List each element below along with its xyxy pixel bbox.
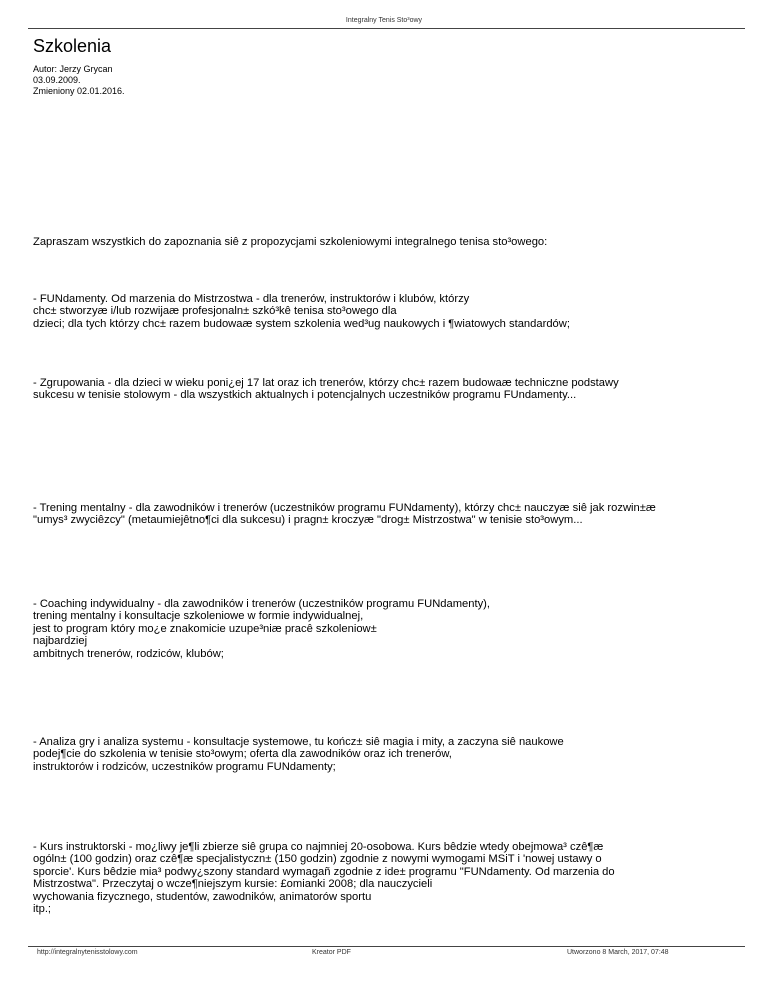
- paragraph-line: sporcie'. Kurs bêdzie mia³ podwy¿szony standard wymagañ zgodnie z ide± programu "FUNdamenty. Od marzenia do: [33, 865, 615, 878]
- paragraph-zgrupowania: [33, 377, 619, 402]
- paragraph-line: - Zgrupowania - dla dzieci w wieku poni¿ej 17 lat oraz ich trenerów, którzy chc± razem budowaæ techniczne podstawy: [33, 377, 619, 389]
- footer-rule: [28, 946, 745, 947]
- paragraph-line: - FUNdamenty. Od marzenia do Mistrzostwa - dla trenerów, instruktorów i klubów, którzy: [33, 293, 470, 305]
- footer-url: http://integralnytenisstolowy.com: [37, 949, 138, 956]
- paragraph-coaching: [33, 598, 490, 660]
- footer-created-date: Utworzono 8 March, 2017, 07:48: [567, 949, 669, 956]
- paragraph-line: - Kurs instruktorski - mo¿liwy je¶li zbierze siê grupa co najmniej 20-osobowa. Kurs bêdzie wtedy obejmowa³ czê¶æ: [33, 841, 604, 853]
- paragraph-fundamenty: [33, 293, 570, 330]
- paragraph-line: "umys³ zwyciêzcy" (metaumiejêtno¶ci dla sukcesu) i pragn± kroczyæ "drog± Mistrzostwa" w tenisie sto³owym...: [33, 514, 583, 527]
- footer-creator: Kreator PDF: [312, 949, 351, 956]
- paragraph-line: ambitnych trenerów, rodziców, klubów;: [33, 647, 224, 660]
- paragraph-line: - Trening mentalny - dla zawodników i trenerów (uczestników programu FUNdamenty), którzy chc± nauczyæ siê jak rozwin±æ: [33, 502, 656, 514]
- paragraph-line: - Analiza gry i analiza systemu - konsultacje systemowe, tu kończ± siê magia i mity, a zaczyna siê naukowe: [33, 736, 564, 748]
- paragraph-line: instruktorów i rodziców, uczestników programu FUNdamenty;: [33, 760, 336, 773]
- paragraph-line: wychowania fizycznego, studentów, zawodników, animatorów sportu: [33, 890, 372, 903]
- paragraph-trening-mentalny: [33, 502, 656, 527]
- paragraph-analiza: [33, 736, 564, 773]
- paragraph-kurs: [33, 841, 615, 915]
- paragraph-line: dzieci; dla tych którzy chc± razem budowaæ system szkolenia wed³ug naukowych i ¶wiatowych standardów;: [33, 317, 570, 330]
- paragraph-line: ogóln± (100 godzin) oraz czê¶æ specjalistyczn± (150 godzin) zgodnie z nowymi wymogami MSiT i 'nowej ustawy o: [33, 853, 602, 866]
- paragraph-line: - Coaching indywidualny - dla zawodników i trenerów (uczestników programu FUNdamenty),: [33, 598, 491, 610]
- paragraph-line: najbardziej: [33, 635, 88, 648]
- paragraph-line: trening mentalny i konsultacje szkoleniowe w formie indywidualnej,: [33, 610, 364, 623]
- author-line: Autor: Jerzy Grycan: [33, 64, 113, 74]
- paragraph-line: podej¶cie do szkolenia w tenisie sto³owym; oferta dla zawodników oraz ich trenerów,: [33, 748, 452, 761]
- intro-text: Zapraszam wszystkich do zapoznania siê z propozycjami szkoleniowymi integralnego tenisa sto³owego:: [33, 236, 548, 248]
- paragraph-line: jest to program który mo¿e znakomicie uzupe³niæ pracê szkoleniow±: [33, 622, 377, 635]
- paragraph-line: Mistrzostwa". Przeczytaj o wcze¶niejszym kursie: £omianki 2008; dla nauczycieli: [33, 878, 433, 891]
- page-title: Szkolenia: [33, 36, 112, 56]
- paragraph-line: chc± stworzyæ i/lub rozwijaæ profesjonaln± szkó³kê tenisa sto³owego dla: [33, 305, 397, 318]
- created-date: 03.09.2009.: [33, 75, 81, 85]
- running-header: Integralny Tenis Sto³owy: [345, 17, 423, 24]
- header-rule: [28, 28, 745, 29]
- modified-date: Zmieniony 02.01.2016.: [33, 86, 125, 96]
- paragraph-line: sukcesu w tenisie stolowym - dla wszystkich aktualnych i potencjalnych uczestników programu FUndamenty...: [33, 389, 577, 402]
- paragraph-line: itp.;: [33, 903, 52, 916]
- article-meta: [33, 64, 125, 97]
